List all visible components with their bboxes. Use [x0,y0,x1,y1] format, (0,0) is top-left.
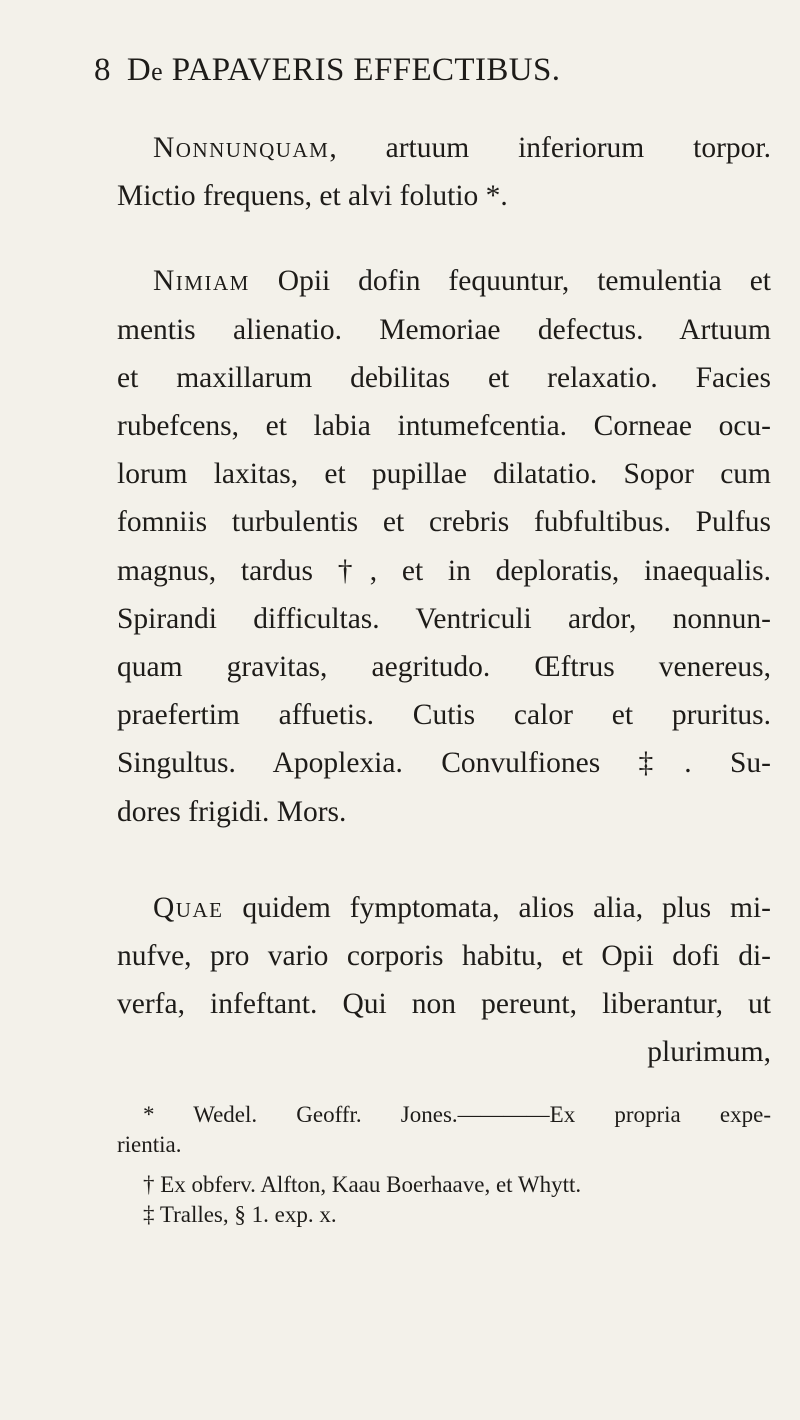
header-prefix-cap: D [126,52,152,88]
text-line: Mictio frequens, et alvi folutio *. [117,180,508,213]
text-line: Nonnunquam, artuum inferiorum torpor. [153,132,771,164]
text-line: Nimiam Opii dofin fequuntur, temulentia et [153,265,771,298]
running-header [94,52,774,89]
paragraph-gap [117,220,771,257]
paragraph-1 [117,124,771,220]
text-line: praefertim affuetis. Cutis calor et pruritus. [117,699,771,732]
paragraph-lead: Nimiam [153,265,250,298]
paragraph-2 [117,257,771,835]
text-line: mentis alienatio. Memoriae defectus. Artuum [117,313,771,346]
text-line: Quae quidem fymptomata, alios alia, plus mi- [153,891,771,924]
footnote-3: ‡ Tralles, § 1. exp. x. [143,1202,337,1227]
paragraph-3 [117,884,771,1077]
text-line: quam gravitas, aegritudo. Œftrus venereus, [117,651,771,684]
paragraph-lead: Nonnunquam [153,132,330,164]
footnotes [117,1100,771,1230]
text-line: nufve, pro vario corporis habitu, et Opii dofi di- [117,940,771,973]
footnote-1-continuation: rientia. [117,1132,182,1157]
text-line: fomniis turbulentis et crebris fubfultibus. Pulfus [117,506,771,539]
text-line: verfa, infeftant. Qui non pereunt, liberantur, ut [117,988,771,1021]
text-line: rubefcens, et labia intumefcentia. Corneae ocu- [117,410,771,443]
text-line: magnus, tardus †, et in deploratis, inaequalis. [117,554,771,587]
footnote-1: * Wedel. Geoffr. Jones.————Ex propria expe- [143,1102,771,1127]
main-text [117,124,771,1077]
paragraph-gap [117,836,771,884]
page-number: 8 [94,52,111,88]
text-line: Singultus. Apoplexia. Convulfiones ‡. Su- [117,747,771,780]
catchword-line: plurimum, [647,1036,771,1069]
paragraph-lead: Quae [153,891,224,924]
footnote-2: † Ex obferv. Alfton, Kaau Boerhaave, et Whytt. [143,1172,582,1197]
text-line: lorum laxitas, et pupillae dilatatio. Sopor cum [117,458,771,491]
header-prefix-rest: e [151,57,164,86]
text-line: dores frigidi. Mors. [117,795,347,828]
text-line: Spirandi difficultas. Ventriculi ardor, nonnun- [117,602,771,635]
header-title-end: . [551,52,561,88]
header-title: PAPAVERIS EFFECTIBUS [171,52,552,88]
text-line: et maxillarum debilitas et relaxatio. Facies [117,361,771,394]
